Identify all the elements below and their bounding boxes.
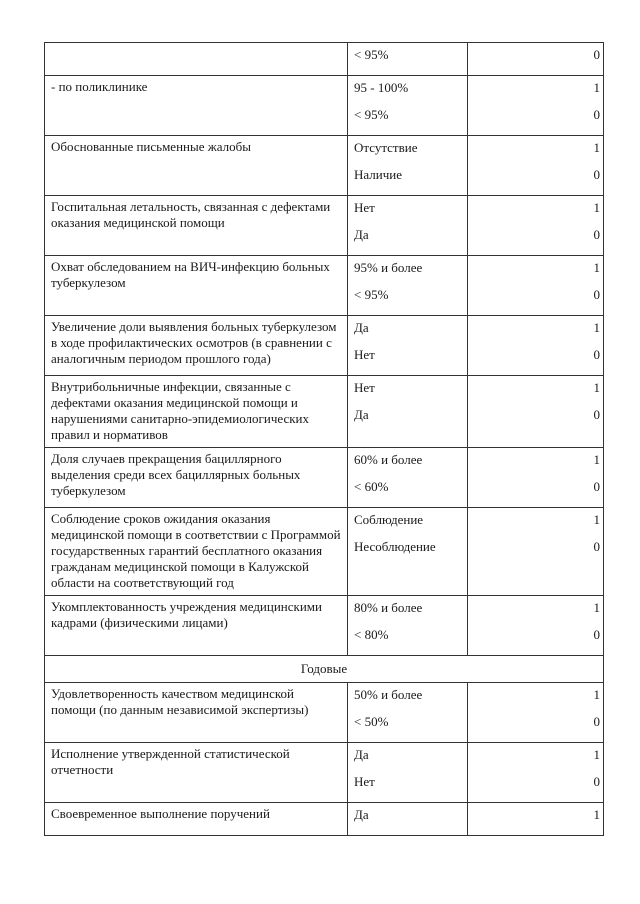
option-label: 95 - 100% xyxy=(354,80,409,95)
option-label: Несоблюдение xyxy=(354,539,436,554)
option-cell xyxy=(348,448,468,508)
option-cell xyxy=(348,316,468,376)
criteria-table xyxy=(44,42,604,836)
option-label: < 50% xyxy=(354,714,389,729)
score-cell xyxy=(468,136,604,196)
indicator-cell: Исполнение утвержденной статистической отчетности xyxy=(45,743,348,803)
option-label: Отсутствие xyxy=(354,140,418,155)
score-value: 1 xyxy=(593,80,600,95)
section-label: Годовые xyxy=(45,656,604,683)
option-label: 60% и более xyxy=(354,452,423,467)
score-value: 1 xyxy=(593,747,600,762)
score-value: 0 xyxy=(593,479,600,494)
table-row xyxy=(45,803,604,836)
table-row xyxy=(45,376,604,448)
indicator-cell: Удовлетворенность качеством медицинской помощи (по данным независимой экспертизы) xyxy=(45,683,348,743)
indicator-cell: Доля случаев прекращения бациллярного выделения среди всех бациллярных больных туберкулезом xyxy=(45,448,348,508)
score-value: 0 xyxy=(593,347,600,362)
option-label: < 60% xyxy=(354,479,389,494)
option-label: 95% и более xyxy=(354,260,423,275)
option-label: < 95% xyxy=(354,107,389,122)
option-label: < 95% xyxy=(354,47,389,62)
score-cell xyxy=(468,43,604,76)
score-cell xyxy=(468,683,604,743)
indicator-cell: Укомплектованность учреждения медицинскими кадрами (физическими лицами) xyxy=(45,596,348,656)
indicator-cell: Внутрибольничные инфекции, связанные с дефектами оказания медицинской помощи и нарушениями санитарно-эпидемиологических правил и нормативов xyxy=(45,376,348,448)
table-row xyxy=(45,448,604,508)
score-value: 1 xyxy=(593,380,600,395)
indicator-cell: Соблюдение сроков ожидания оказания медицинской помощи в соответствии с Программой государственных гарантий бесплатного оказания гражданам медицинской помощи в Калужской области на соответствующий год xyxy=(45,508,348,596)
option-label: Да xyxy=(354,407,369,422)
table-row xyxy=(45,683,604,743)
score-value: 0 xyxy=(593,227,600,242)
option-cell xyxy=(348,376,468,448)
score-value: 1 xyxy=(593,807,600,822)
option-label: Соблюдение xyxy=(354,512,424,527)
option-label: 80% и более xyxy=(354,600,423,615)
score-value: 1 xyxy=(593,140,600,155)
table-row xyxy=(45,743,604,803)
table-row xyxy=(45,256,604,316)
option-label: < 80% xyxy=(354,627,389,642)
option-cell xyxy=(348,596,468,656)
option-label: Да xyxy=(354,747,369,762)
option-label: < 95% xyxy=(354,287,389,302)
option-cell xyxy=(348,803,468,836)
score-value: 0 xyxy=(593,167,600,182)
score-value: 1 xyxy=(593,687,600,702)
table-row xyxy=(45,316,604,376)
score-value: 1 xyxy=(593,200,600,215)
option-cell xyxy=(348,136,468,196)
score-value: 1 xyxy=(593,600,600,615)
score-value: 0 xyxy=(593,539,600,554)
score-cell xyxy=(468,196,604,256)
table-row xyxy=(45,76,604,136)
score-value: 1 xyxy=(593,260,600,275)
score-cell xyxy=(468,76,604,136)
score-cell xyxy=(468,316,604,376)
option-cell xyxy=(348,196,468,256)
score-value: 1 xyxy=(593,512,600,527)
score-cell xyxy=(468,803,604,836)
option-cell xyxy=(348,508,468,596)
score-cell xyxy=(468,596,604,656)
option-label: Да xyxy=(354,807,369,822)
table-row xyxy=(45,508,604,596)
indicator-cell: Обоснованные письменные жалобы xyxy=(45,136,348,196)
table-row xyxy=(45,596,604,656)
table-row xyxy=(45,196,604,256)
table-row xyxy=(45,136,604,196)
score-cell xyxy=(468,256,604,316)
indicator-cell: - по поликлинике xyxy=(45,76,348,136)
indicator-cell: Госпитальная летальность, связанная с дефектами оказания медицинской помощи xyxy=(45,196,348,256)
table-body-bottom xyxy=(45,683,604,836)
option-label: 50% и более xyxy=(354,687,423,702)
score-cell xyxy=(468,508,604,596)
option-label: Да xyxy=(354,227,369,242)
table-body-section xyxy=(45,656,604,683)
indicator-cell xyxy=(45,43,348,76)
option-label: Нет xyxy=(354,774,375,789)
option-cell xyxy=(348,743,468,803)
table-row xyxy=(45,43,604,76)
score-cell xyxy=(468,376,604,448)
score-value: 0 xyxy=(593,714,600,729)
score-value: 0 xyxy=(593,627,600,642)
option-label: Нет xyxy=(354,380,375,395)
score-value: 0 xyxy=(593,774,600,789)
option-label: Нет xyxy=(354,200,375,215)
table-body-top xyxy=(45,43,604,656)
score-value: 1 xyxy=(593,452,600,467)
option-label: Да xyxy=(354,320,369,335)
score-value: 0 xyxy=(593,287,600,302)
option-cell xyxy=(348,43,468,76)
score-value: 0 xyxy=(593,107,600,122)
score-value: 0 xyxy=(593,47,600,62)
option-label: Нет xyxy=(354,347,375,362)
indicator-cell: Своевременное выполнение поручений xyxy=(45,803,348,836)
score-value: 1 xyxy=(593,320,600,335)
option-cell xyxy=(348,256,468,316)
indicator-cell: Увеличение доли выявления больных туберкулезом в ходе профилактических осмотров (в сравнении с аналогичным периодом прошлого года) xyxy=(45,316,348,376)
section-row xyxy=(45,656,604,683)
option-cell xyxy=(348,76,468,136)
score-cell xyxy=(468,448,604,508)
option-label: Наличие xyxy=(354,167,402,182)
score-cell xyxy=(468,743,604,803)
option-cell xyxy=(348,683,468,743)
score-value: 0 xyxy=(593,407,600,422)
indicator-cell: Охват обследованием на ВИЧ-инфекцию больных туберкулезом xyxy=(45,256,348,316)
